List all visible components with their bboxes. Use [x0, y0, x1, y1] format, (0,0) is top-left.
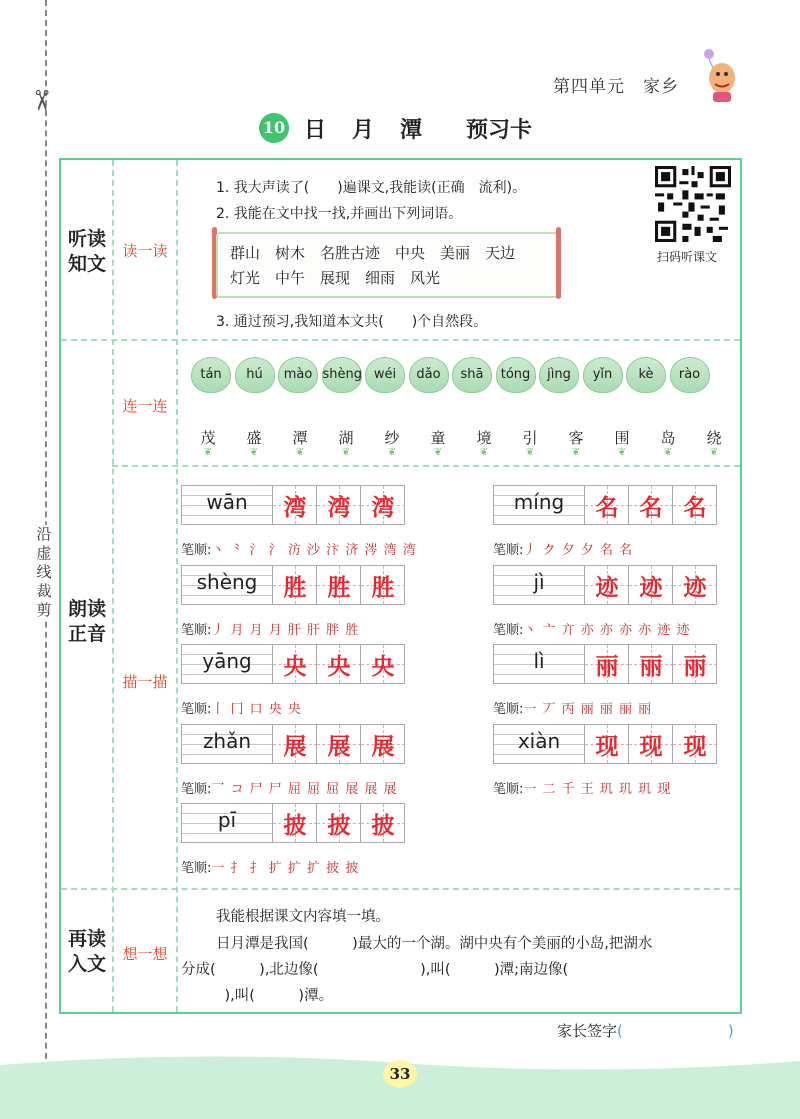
tianzige-cell[interactable] — [272, 645, 317, 683]
tianzige-cell[interactable] — [628, 725, 673, 763]
trace-char: 湾 — [327, 495, 351, 521]
section-title-line: 朗读 — [67, 598, 106, 620]
trace-box — [493, 644, 717, 684]
pinyin-rule — [182, 833, 272, 834]
tianzige-cell[interactable] — [272, 486, 317, 524]
word-list-row: 灯光 中午 展现 细雨 风光 — [230, 269, 441, 287]
trace-pinyin: jì — [533, 569, 545, 594]
pinyin-drop[interactable]: wéi — [365, 357, 405, 393]
pinyin-lines — [494, 645, 584, 683]
trace-char: 展 — [327, 733, 351, 760]
trace-char: 现 — [595, 733, 619, 760]
match-char[interactable]: 岛 — [660, 429, 676, 447]
pinyin-rule — [182, 754, 272, 755]
stroke-order-label: 笔顺: — [181, 702, 212, 717]
leaf-icon: ❦ — [387, 447, 397, 458]
pinyin-drop[interactable]: jìng — [539, 357, 579, 393]
match-char[interactable]: 盛 — [246, 429, 262, 447]
trace-pinyin: yāng — [202, 649, 252, 673]
pinyin-drop[interactable]: shèng — [322, 357, 362, 393]
trace-char: 湾 — [371, 495, 395, 521]
trace-char: 丽 — [595, 654, 619, 680]
trace-pinyin: pī — [217, 808, 237, 832]
tianzige-cell[interactable] — [360, 804, 405, 842]
trace-char: 展 — [283, 733, 307, 760]
trace-char: 胜 — [371, 574, 395, 601]
column-divider — [112, 160, 114, 1012]
pinyin-lines — [494, 725, 584, 763]
stroke-order — [493, 619, 690, 638]
stroke-sequence: 丶 亠 亣 亦 亦 亦 亦 迹 迹 — [523, 622, 691, 638]
section-title-line: 入文 — [67, 953, 106, 975]
match-char[interactable]: 客 — [568, 429, 584, 447]
tianzige-cell[interactable] — [584, 725, 629, 763]
tianzige-cell[interactable] — [316, 566, 361, 604]
section-divider — [61, 888, 740, 890]
trace-pinyin: zhǎn — [202, 728, 252, 753]
trace-pinyin: míng — [513, 490, 565, 514]
leaf-icon: ❦ — [433, 447, 443, 458]
stroke-order-label: 笔顺: — [181, 781, 212, 797]
tianzige-cell[interactable] — [672, 486, 717, 524]
pinyin-rule — [494, 595, 584, 596]
tianzige-cell[interactable] — [272, 725, 317, 763]
tianzige-cell[interactable] — [360, 725, 405, 763]
lesson-title: 日 月 潭 — [304, 117, 425, 143]
trace-char: 迹 — [639, 574, 663, 601]
pinyin-lines — [182, 566, 272, 604]
signature-field[interactable]: ( ) — [617, 1022, 734, 1040]
column-divider — [176, 160, 178, 1012]
tianzige-cell[interactable] — [628, 566, 673, 604]
trace-box — [181, 724, 405, 764]
stroke-order-label: 笔顺: — [181, 861, 212, 876]
pinyin-lines — [182, 804, 272, 842]
trace-char: 名 — [639, 495, 663, 521]
match-char[interactable]: 潭 — [292, 429, 308, 447]
pinyin-lines — [494, 566, 584, 604]
stroke-order — [181, 857, 359, 876]
pinyin-drop[interactable]: kè — [626, 357, 666, 393]
fill-line-3: ),叫( )潭。 — [181, 988, 334, 1004]
leaf-icon: ❦ — [341, 447, 351, 458]
pinyin-rule — [182, 595, 272, 596]
stroke-sequence: 丨 冂 口 央 央 — [211, 702, 302, 717]
stroke-order — [493, 539, 633, 558]
tianzige-cell[interactable] — [316, 725, 361, 763]
tianzige-cell[interactable] — [584, 486, 629, 524]
trace-box — [181, 485, 405, 525]
fill-line-2: 分成( ),北边像( ),叫( )潭;南边像( — [181, 962, 569, 978]
word-list-row: 群山 树木 名胜古迹 中央 美丽 天边 — [230, 244, 516, 262]
scissors-icon: ✂ — [25, 88, 59, 113]
trace-char: 胜 — [327, 574, 351, 601]
tianzige-cell[interactable] — [584, 645, 629, 683]
lesson-number: 10 — [259, 113, 289, 143]
leaf-icon: ❦ — [479, 447, 489, 458]
tianzige-cell[interactable] — [360, 486, 405, 524]
cut-instruction: 沿虚线裁剪 — [32, 525, 56, 620]
stroke-order — [181, 539, 417, 558]
parent-signature[interactable] — [557, 1020, 734, 1041]
stroke-sequence: 一 扌 扌 扩 扩 扩 披 披 — [211, 861, 360, 876]
stroke-order — [493, 698, 652, 717]
pinyin-rule — [182, 515, 272, 516]
sub-title-think: 想一想 — [122, 945, 168, 963]
tianzige-cell[interactable] — [672, 725, 717, 763]
trace-box — [493, 724, 717, 764]
trace-char: 央 — [371, 654, 395, 680]
pinyin-rule — [182, 674, 272, 675]
trace-char: 现 — [683, 733, 707, 760]
trace-char: 胜 — [283, 574, 307, 601]
tianzige-cell[interactable] — [360, 645, 405, 683]
pinyin-rule — [494, 754, 584, 755]
trace-box — [181, 565, 405, 605]
tianzige-cell[interactable] — [272, 566, 317, 604]
sub-title-trace: 描一描 — [122, 673, 168, 691]
trace-pinyin: wān — [206, 490, 248, 514]
pinyin-drop[interactable]: mào — [278, 357, 318, 393]
trace-box — [181, 803, 405, 843]
tianzige-cell[interactable] — [628, 645, 673, 683]
trace-char: 披 — [327, 813, 351, 839]
stroke-order-label: 笔顺: — [493, 622, 524, 638]
pinyin-drop[interactable]: tóng — [496, 357, 536, 393]
trace-char: 丽 — [683, 654, 707, 680]
match-char[interactable]: 湖 — [338, 429, 354, 447]
word-scroll — [216, 232, 560, 298]
pinyin-drop[interactable]: rào — [670, 357, 710, 393]
stroke-order-label: 笔顺: — [181, 543, 212, 558]
trace-box — [493, 485, 717, 525]
pinyin-drop[interactable]: dǎo — [409, 357, 449, 393]
card-title: 预习卡 — [466, 118, 533, 143]
stroke-sequence: 乛 コ 尸 尸 屈 屈 屈 展 展 展 — [211, 781, 398, 797]
question-2: 2. 我能在文中找一找,并画出下列词语。 — [216, 206, 463, 222]
pinyin-drop[interactable]: yǐn — [583, 357, 623, 393]
section-title-line: 知文 — [67, 253, 106, 275]
trace-char: 迹 — [683, 574, 707, 601]
stroke-order — [493, 778, 671, 797]
match-char[interactable]: 纱 — [384, 429, 400, 447]
stroke-order — [181, 619, 359, 638]
pinyin-lines — [182, 486, 272, 524]
qr-code-icon[interactable] — [655, 166, 731, 242]
pinyin-drop[interactable]: shā — [452, 357, 492, 393]
leaf-icon: ❦ — [571, 447, 581, 458]
stroke-order-label: 笔顺: — [493, 781, 524, 797]
tianzige-cell[interactable] — [316, 645, 361, 683]
leaf-icon: ❦ — [525, 447, 535, 458]
leaf-icon: ❦ — [663, 447, 673, 458]
section-title-line: 听读 — [67, 228, 106, 250]
section-divider — [112, 465, 740, 467]
pinyin-drop[interactable]: hú — [235, 357, 275, 393]
trace-char: 丽 — [639, 654, 663, 680]
stroke-sequence: 丿 月 月 月 肝 肝 胖 胜 — [211, 622, 360, 638]
tianzige-cell[interactable] — [360, 566, 405, 604]
trace-char: 披 — [371, 813, 395, 839]
trace-char: 现 — [639, 733, 663, 760]
match-char[interactable]: 境 — [476, 429, 492, 447]
tianzige-cell[interactable] — [628, 486, 673, 524]
pinyin-drop[interactable]: tán — [191, 357, 231, 393]
stroke-order — [181, 698, 302, 717]
match-char[interactable]: 童 — [430, 429, 446, 447]
section-divider — [61, 339, 740, 341]
match-char[interactable]: 绕 — [706, 429, 722, 447]
stroke-sequence: 一 丆 丙 丽 丽 丽 丽 — [523, 702, 653, 717]
trace-box — [181, 644, 405, 684]
qr-label: 扫码听课文 — [657, 250, 718, 264]
section-title-line: 正音 — [67, 623, 106, 645]
leaf-icon: ❦ — [617, 447, 627, 458]
pinyin-lines — [182, 645, 272, 683]
match-char[interactable]: 引 — [522, 429, 538, 447]
fill-intro: 我能根据课文内容填一填。 — [216, 909, 390, 925]
trace-pinyin: shèng — [196, 569, 258, 594]
trace-pinyin: xiàn — [517, 728, 561, 753]
pinyin-rule — [494, 515, 584, 516]
leaf-icon: ❦ — [203, 447, 213, 458]
stroke-order — [181, 778, 398, 797]
tianzige-cell[interactable] — [316, 804, 361, 842]
section-title-pronounce — [64, 597, 110, 647]
section-title-listen — [64, 227, 110, 277]
mascot-icon — [700, 48, 742, 104]
stroke-order-label: 笔顺: — [493, 543, 524, 558]
tianzige-cell[interactable] — [272, 804, 317, 842]
section-title-reread — [64, 927, 110, 977]
stroke-order-label: 笔顺: — [181, 622, 212, 638]
trace-char: 迹 — [595, 574, 619, 601]
trace-pinyin: lì — [533, 649, 545, 673]
section-title-line: 再读 — [67, 928, 106, 950]
question-1: 1. 我大声读了( )遍课文,我能读(正确 流利)。 — [216, 180, 527, 196]
trace-char: 央 — [283, 654, 307, 680]
tianzige-cell[interactable] — [672, 645, 717, 683]
trace-char: 名 — [683, 495, 707, 521]
leaf-icon: ❦ — [249, 447, 259, 458]
scroll-rod-right — [556, 227, 561, 299]
stroke-sequence: 丿 ク 夕 夕 名 名 — [523, 543, 634, 558]
stroke-order-label: 笔顺: — [493, 702, 524, 717]
tianzige-cell[interactable] — [672, 566, 717, 604]
question-3: 3. 通过预习,我知道本文共( )个自然段。 — [216, 314, 488, 330]
pinyin-lines — [182, 725, 272, 763]
unit-title: 第四单元 家乡 — [553, 77, 679, 97]
leaf-icon: ❦ — [709, 447, 719, 458]
match-char[interactable]: 茂 — [200, 429, 216, 447]
trace-char: 披 — [283, 813, 307, 839]
trace-char: 展 — [371, 733, 395, 760]
match-char[interactable]: 围 — [614, 429, 630, 447]
tianzige-cell[interactable] — [316, 486, 361, 524]
sub-title-read: 读一读 — [122, 242, 168, 260]
sub-title-match: 连一连 — [122, 397, 168, 415]
fill-line-1: 日月潭是我国( )最大的一个湖。湖中央有个美丽的小岛,把湖水 — [216, 936, 653, 952]
stroke-sequence: 丶 ⺀ 氵 氵 汸 沙 汴 济 涔 湾 湾 — [211, 543, 417, 558]
trace-char: 央 — [327, 654, 351, 680]
trace-char: 湾 — [283, 495, 307, 521]
signature-label: 家长签字 — [557, 1022, 618, 1040]
stroke-sequence: 一 二 千 王 玑 玑 玑 现 — [523, 781, 672, 797]
pinyin-lines — [494, 486, 584, 524]
pinyin-rule — [494, 674, 584, 675]
trace-char: 名 — [595, 495, 619, 521]
leaf-icon: ❦ — [295, 447, 305, 458]
page-number: 33 — [383, 1060, 417, 1088]
tianzige-cell[interactable] — [584, 566, 629, 604]
trace-box — [493, 565, 717, 605]
